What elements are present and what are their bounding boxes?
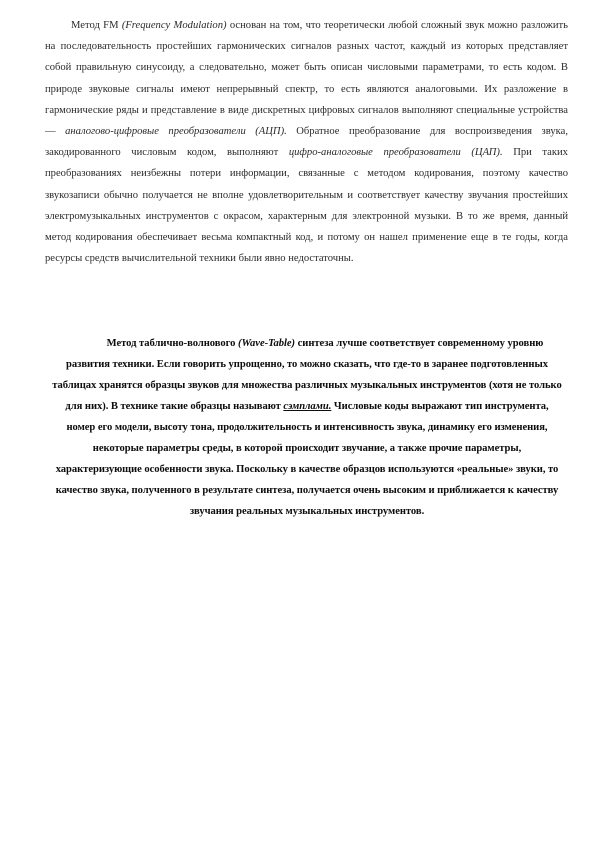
term-adc: аналогово-цифровые преобразователи (АЦП). xyxy=(65,126,287,138)
paragraph-fm-text-1: основан на том, что теоретически любой сложный звук можно разложить на последовательность простейших гармонических сигналов разных частот, каждый из которых представляет собой правильную синусоиду, а следовательно, может быть описан числовыми параметрами, то есть кодом. В природе звуковые сигналы имеют непрерывный спектр, то есть являются аналоговыми. Их разложение в гармонические ряды и представление в виде дискретных цифровых сигналов выполняют специальные устройства — xyxy=(45,20,568,138)
term-dac: цифро-аналоговые преобразователи (ЦАП). xyxy=(288,147,503,159)
term-frequency-modulation: (Frequency Modulation) xyxy=(121,20,227,31)
paragraph-fm-method xyxy=(45,15,568,269)
paragraph-wt-intro: Метод таблично-волнового xyxy=(106,338,238,349)
paragraph-wavetable-method xyxy=(52,333,562,522)
paragraph-wt-text-2: Числовые коды выражают тип инструмента, номер его модели, высоту тона, продолжительность и интенсивность звука, динамику его изменения, некоторые параметры среды, в которой происходит звучание, а также прочие параметры, характеризующие особенности звука. Поскольку в качестве образцов используются «реальные» звуки, то качество звука, полученного в результате синтеза, получается очень высоким и приближается к качеству звучания реальных музыкальных инструментов. xyxy=(55,401,559,517)
paragraph-fm-intro: Метод FM xyxy=(71,20,122,31)
paragraph-wt-text-1: синтеза лучше соответствует современному уровню развития техники. Если говорить упрощенно, то можно сказать, что где-то в заранее подготовленных таблицах хранятся образцы звуков для множества различных музыкальных инструментов (хотя не только для них). В технике такие образцы называют xyxy=(52,338,562,412)
term-samples: сэмплами. xyxy=(283,401,332,412)
paragraph-fm-text-3: При таких преобразованиях неизбежны потери информации, связанные с методом кодирования, поэтому качество звукозаписи обычно получается не вполне удовлетворительным и соответствует качеству звучания простейших электромузыкальных инструментов с окрасом, характерным для электронной музыки. В то же время, данный метод кодирования обеспечивает весьма компактный код, и потому он нашел применение еще в те годы, когда ресурсы средств вычислительной техники были явно недостаточны. xyxy=(45,147,568,265)
paragraph-fm-text-2: Обратное преобразование для воспроизведения звука, закодированного числовым кодом, выполняют xyxy=(45,126,568,159)
term-wave-table: (Wave-Table) xyxy=(237,338,296,349)
